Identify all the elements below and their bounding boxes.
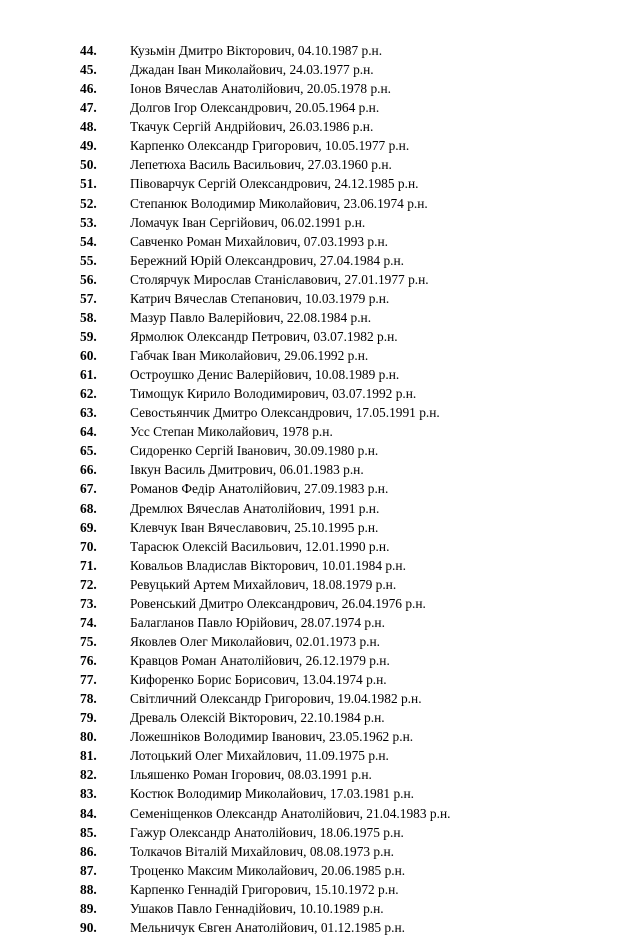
list-item-text: Толкачов Віталій Михайлович, 08.08.1973 р.н. [130, 843, 394, 859]
list-item-text: Кузьмін Дмитро Вікторович, 04.10.1987 р.н. [130, 43, 383, 58]
list-item-number: 44. [80, 43, 97, 58]
list-item-text: Тарасюк Олексій Васильович, 12.01.1990 р.н. [130, 538, 390, 554]
person-list [80, 41, 600, 937]
list-item-text: Пiвоварчук Сергій Олександрович, 24.12.1985 р.н. [130, 176, 419, 192]
list-item-number: 52. [80, 195, 97, 211]
list-item-number: 88. [80, 881, 97, 897]
list-item-number: 45. [80, 62, 97, 78]
list-item [80, 746, 600, 765]
list-item-text: Ушаков Павло Геннадійович, 10.10.1989 р.н. [130, 900, 384, 916]
list-item-number: 77. [80, 672, 97, 688]
list-item-text: Романов Федір Анатолійович, 27.09.1983 р.н. [130, 481, 389, 497]
list-item-text: Ложешніков Володимир Іванович, 23.05.1962 р.н. [130, 729, 414, 745]
list-item-text: Ломачук Іван Сергійович, 06.02.1991 р.н. [130, 214, 366, 230]
list-item [80, 327, 600, 346]
list-item-text: Ярмолюк Олександр Петрович, 03.07.1982 р.н. [130, 328, 398, 344]
list-item [80, 784, 600, 803]
list-item-text: Лепетюха Василь Васильович, 27.03.1960 р.н. [130, 157, 392, 173]
list-item [80, 804, 600, 823]
list-item-number: 49. [80, 138, 97, 154]
list-item [80, 727, 600, 746]
list-item-number: 78. [80, 691, 97, 707]
list-item-text: Степанюк Володимир Миколайович, 23.06.1974 р.н. [130, 195, 428, 211]
list-item [80, 479, 600, 498]
list-item [80, 270, 600, 289]
list-item-text: Древаль Олексій Вікторович, 22.10.1984 р.н. [130, 710, 385, 726]
list-item-number: 58. [80, 309, 97, 325]
list-item-text: Костюк Володимир Миколайович, 17.03.1981 р.н. [130, 786, 415, 802]
list-item [80, 194, 600, 213]
list-item-text: Ільяшенко Роман Ігорович, 08.03.1991 р.н. [130, 767, 372, 783]
list-item [80, 251, 600, 270]
list-item-text: Карпенко Геннадій Григорович, 15.10.1972 р.н. [130, 881, 399, 897]
list-item-text: Мельничук Євген Анатолійович, 01.12.1985 р.н. [130, 919, 405, 935]
list-item-number: 63. [80, 405, 97, 421]
list-item [80, 346, 600, 365]
list-item-number: 72. [80, 576, 97, 592]
list-item-number: 61. [80, 367, 97, 383]
list-item-number: 65. [80, 443, 97, 459]
list-item-text: Лотоцький Олег Михайлович, 11.09.1975 р.н. [130, 748, 389, 764]
list-item-text: Дремлюх Вячеслав Анатолійович, 1991 р.н. [130, 500, 380, 516]
list-item-text: Сидоренко Сергій Іванович, 30.09.1980 р.н. [130, 443, 379, 459]
list-item [80, 689, 600, 708]
list-item [80, 861, 600, 880]
list-item-text: Долгов Ігор Олександрович, 20.05.1964 р.н. [130, 100, 380, 116]
list-item [80, 365, 600, 384]
list-item [80, 594, 600, 613]
list-item-number: 84. [80, 805, 97, 821]
list-item-number: 50. [80, 157, 97, 173]
list-item [80, 117, 600, 136]
list-item-text: Ткачук Сергій Андрійович, 26.03.1986 р.н. [130, 119, 374, 135]
list-item-number: 83. [80, 786, 97, 802]
list-item-number: 48. [80, 119, 97, 135]
list-item-number: 74. [80, 614, 97, 630]
list-item-text: Мазур Павло Валерійович, 22.08.1984 р.н. [130, 309, 372, 325]
list-item-text: Гажур Олександр Анатолійович, 18.06.1975 р.н. [130, 824, 404, 840]
list-item-number: 53. [80, 214, 97, 230]
list-item [80, 708, 600, 727]
list-item [80, 613, 600, 632]
list-item-number: 62. [80, 386, 97, 402]
list-item [80, 765, 600, 784]
list-item-text: Івкун Василь Дмитрович, 06.01.1983 р.н. [130, 462, 364, 478]
list-item-text: Бережний Юрій Олександрович, 27.04.1984 р.н. [130, 252, 405, 268]
list-item [80, 384, 600, 403]
list-item [80, 441, 600, 460]
list-item [80, 79, 600, 98]
list-item-text: Усс Степан Миколайович, 1978 р.н. [130, 424, 333, 440]
list-item-number: 70. [80, 538, 97, 554]
list-item [80, 575, 600, 594]
list-item [80, 918, 600, 937]
list-item-text: Балагланов Павло Юрійович, 28.07.1974 р.н. [130, 614, 385, 630]
list-item [80, 213, 600, 232]
list-item-text: Остроушко Денис Валерійович, 10.08.1989 р.н. [130, 367, 400, 383]
list-item [80, 518, 600, 537]
list-item-number: 66. [80, 462, 97, 478]
list-item-text: Семеніщенков Олександр Анатолійович, 21.04.1983 р.н. [130, 805, 451, 821]
list-item-number: 64. [80, 424, 97, 440]
list-item [80, 308, 600, 327]
list-item-text: Троценко Максим Миколайович, 20.06.1985 р.н. [130, 862, 406, 878]
list-item [80, 98, 600, 117]
list-item-number: 69. [80, 519, 97, 535]
list-item-number: 85. [80, 824, 97, 840]
list-item [80, 232, 600, 251]
list-item [80, 670, 600, 689]
list-item-number: 68. [80, 500, 97, 516]
list-item-number: 47. [80, 100, 97, 116]
list-item-number: 90. [80, 919, 97, 935]
list-item-text: Столярчук Мирослав Станіславович, 27.01.1977 р.н. [130, 271, 429, 287]
list-item-text: Савченко Роман Михайлович, 07.03.1993 р.н. [130, 233, 388, 249]
list-item-text: Карпенко Олександр Григорович, 10.05.1977 р.н. [130, 138, 410, 154]
list-item-number: 79. [80, 710, 97, 726]
list-item-text: Клевчук Іван Вячеславович, 25.10.1995 р.н. [130, 519, 379, 535]
list-item-text: Катрич Вячеслав Степанович, 10.03.1979 р.н. [130, 290, 390, 306]
list-item-number: 71. [80, 557, 97, 573]
list-item-number: 76. [80, 653, 97, 668]
list-item-number: 51. [80, 176, 97, 192]
list-item [80, 60, 600, 79]
list-item-number: 73. [80, 595, 97, 611]
list-item-number: 57. [80, 290, 97, 306]
list-item-text: Тимощук Кирило Володимирович, 03.07.1992 р.н. [130, 386, 417, 402]
list-item-number: 67. [80, 481, 97, 497]
list-item-text: Джадан Іван Миколайович, 24.03.1977 р.н. [130, 62, 374, 78]
list-item [80, 136, 600, 155]
list-item-number: 89. [80, 900, 97, 916]
list-item [80, 460, 600, 479]
list-item [80, 403, 600, 422]
list-item-number: 55. [80, 252, 97, 268]
list-item-number: 54. [80, 233, 97, 249]
list-item-text: Ревуцький Артем Михайлович, 18.08.1979 р.н. [130, 576, 397, 592]
list-item-text: Кравцов Роман Анатолійович, 26.12.1979 р.н. [130, 653, 390, 668]
list-item [80, 556, 600, 575]
list-item-number: 82. [80, 767, 97, 783]
list-item [80, 499, 600, 518]
list-item [80, 289, 600, 308]
list-item-text: Ровенський Дмитро Олександрович, 26.04.1976 р.н. [130, 595, 426, 611]
list-item-text: Габчак Іван Миколайович, 29.06.1992 р.н. [130, 348, 369, 363]
list-item-number: 56. [80, 271, 97, 287]
list-item [80, 41, 600, 60]
list-item [80, 537, 600, 556]
list-item-text: Кифоренко Борис Борисович, 13.04.1974 р.н. [130, 672, 387, 688]
list-item-text: Севостьянчик Дмитро Олександрович, 17.05.1991 р.н. [130, 405, 440, 421]
list-item-text: Світличний Олександр Григорович, 19.04.1982 р.н. [130, 691, 422, 707]
list-item-number: 46. [80, 81, 97, 97]
list-item-number: 87. [80, 862, 97, 878]
list-item [80, 899, 600, 918]
list-item [80, 155, 600, 174]
list-item-number: 75. [80, 633, 97, 649]
list-item [80, 174, 600, 193]
list-item [80, 651, 600, 670]
list-item-number: 60. [80, 348, 97, 363]
list-item [80, 842, 600, 861]
list-item [80, 880, 600, 899]
list-item [80, 823, 600, 842]
list-item-text: Іонов Вячеслав Анатолійович, 20.05.1978 р.н. [130, 81, 391, 97]
list-item-number: 59. [80, 328, 97, 344]
list-item-number: 86. [80, 843, 97, 859]
list-item [80, 632, 600, 651]
list-item-number: 80. [80, 729, 97, 745]
list-item-text: Яковлев Олег Миколайович, 02.01.1973 р.н. [130, 633, 381, 649]
list-item-number: 81. [80, 748, 97, 764]
list-item-text: Ковальов Владислав Вікторович, 10.01.1984 р.н. [130, 557, 406, 573]
list-item [80, 422, 600, 441]
